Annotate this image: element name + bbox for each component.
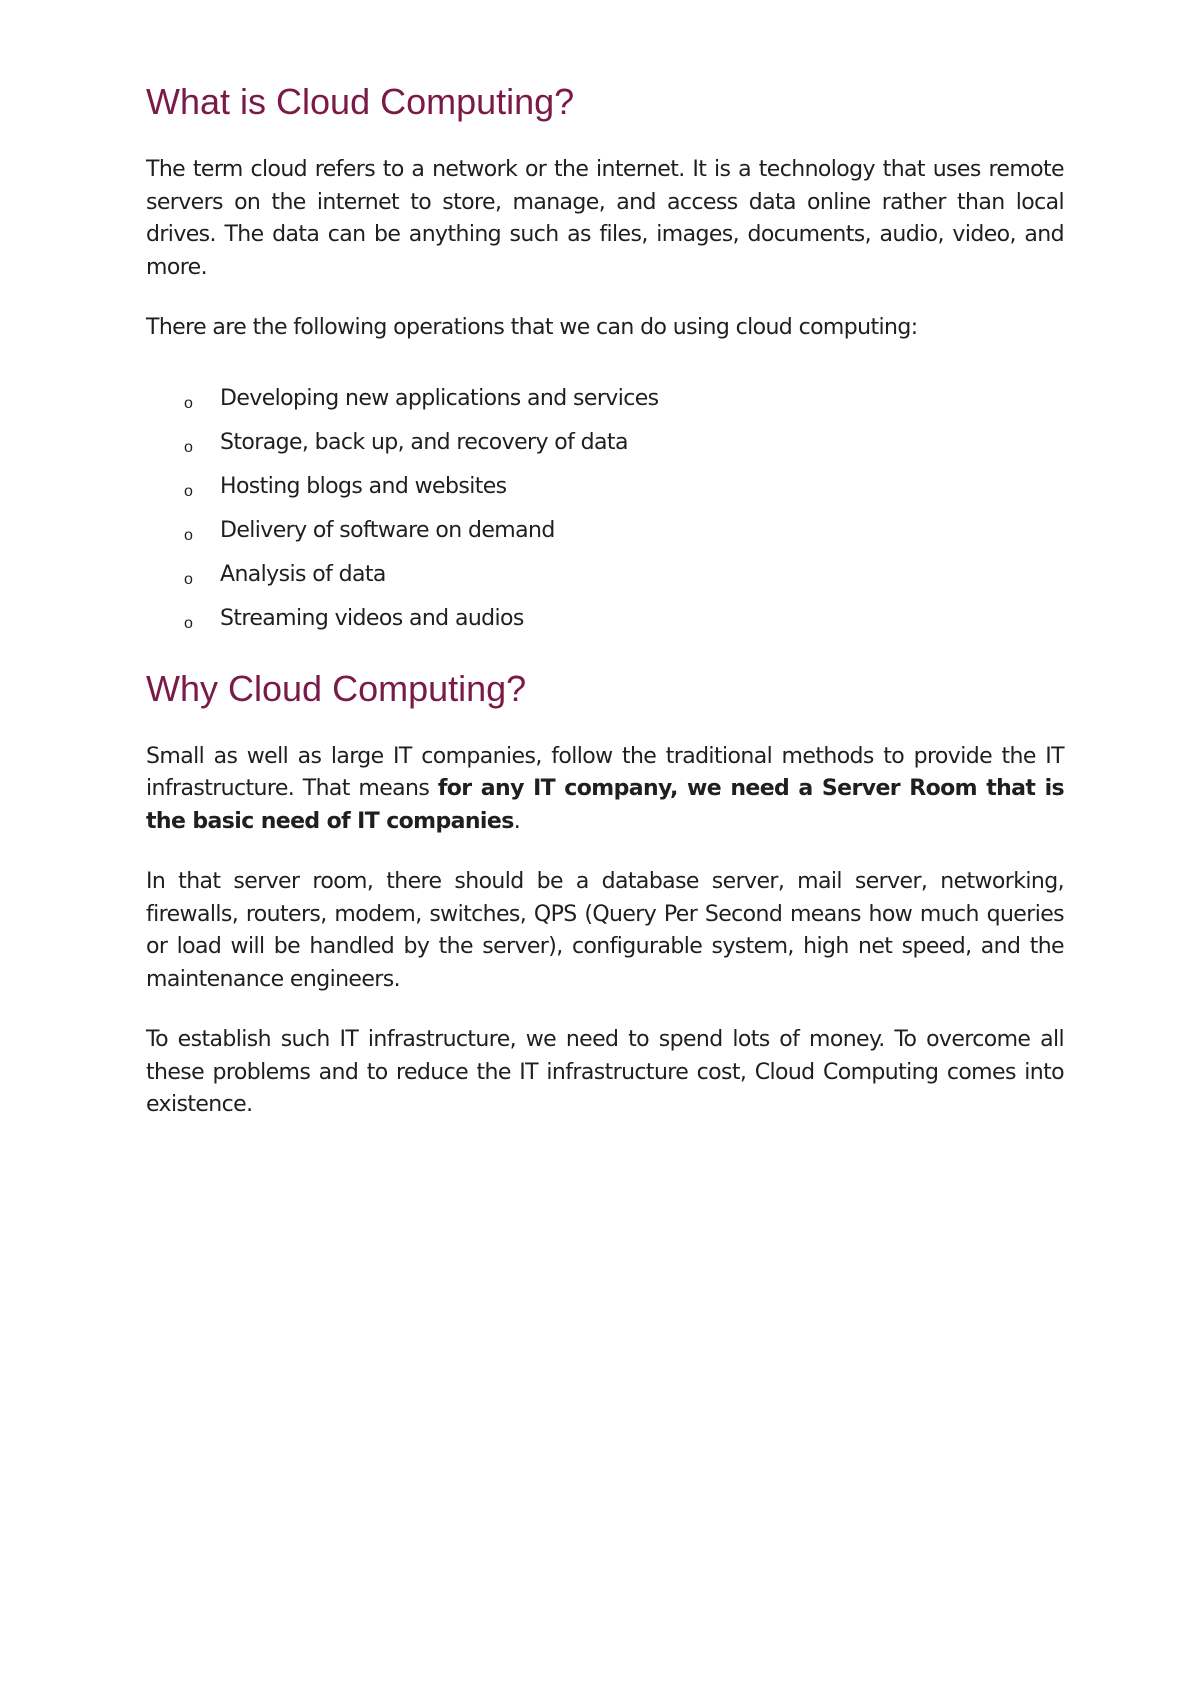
list-item-text: Developing new applications and services	[220, 385, 659, 411]
list-item	[146, 559, 1064, 603]
bullet-icon: o	[184, 614, 193, 632]
list-item-text: Delivery of software on demand	[220, 517, 555, 543]
paragraph-server-room: In that server room, there should be a database server, mail server, networking, firewalls, routers, modem, switches, QPS (Query Per Second means how much queries or load will be handled by the server), configurable system, high net speed, and the maintenance engineers.	[146, 869, 1064, 992]
heading-what-is-cloud: What is Cloud Computing?	[146, 81, 575, 122]
paragraph-definition: The term cloud refers to a network or the internet. It is a technology that uses remote servers on the internet to store, manage, and access data online rather than local drives. The data can be anything such as files, images, documents, audio, video, and more.	[146, 157, 1064, 280]
list-item	[146, 471, 1064, 515]
list-item-text: Storage, back up, and recovery of data	[220, 429, 628, 455]
paragraph-cost: To establish such IT infrastructure, we need to spend lots of money. To overcome all these problems and to reduce the IT infrastructure cost, Cloud Computing comes into existence.	[146, 1027, 1064, 1117]
list-item	[146, 383, 1064, 427]
bullet-icon: o	[184, 438, 193, 456]
bullet-icon: o	[184, 526, 193, 544]
heading-why-cloud: Why Cloud Computing?	[146, 667, 527, 709]
paragraph-traditional-methods	[146, 741, 1064, 839]
section-why-cloud	[146, 665, 1064, 1122]
list-item	[146, 515, 1064, 559]
list-item-text: Analysis of data	[220, 561, 386, 587]
bullet-icon: o	[184, 482, 193, 500]
list-item	[146, 603, 1064, 647]
operations-list	[146, 383, 1064, 647]
bold-emphasis: for any IT company, we need a Server Room that is the basic need of IT companies	[146, 776, 1064, 834]
document-page	[146, 78, 1064, 1150]
paragraph-text: Small as well as large IT companies, follow the traditional methods to provide the IT infrastructure. That means	[146, 743, 1064, 801]
paragraph-text-end: .	[513, 808, 521, 834]
section-what-is-cloud	[146, 78, 1064, 647]
list-item-text: Streaming videos and audios	[220, 605, 524, 631]
list-item-text: Hosting blogs and websites	[220, 473, 507, 499]
paragraph-operations-intro: There are the following operations that we can do using cloud computing:	[146, 315, 918, 340]
bullet-icon: o	[184, 570, 193, 588]
bullet-icon: o	[184, 394, 193, 412]
list-item	[146, 427, 1064, 471]
